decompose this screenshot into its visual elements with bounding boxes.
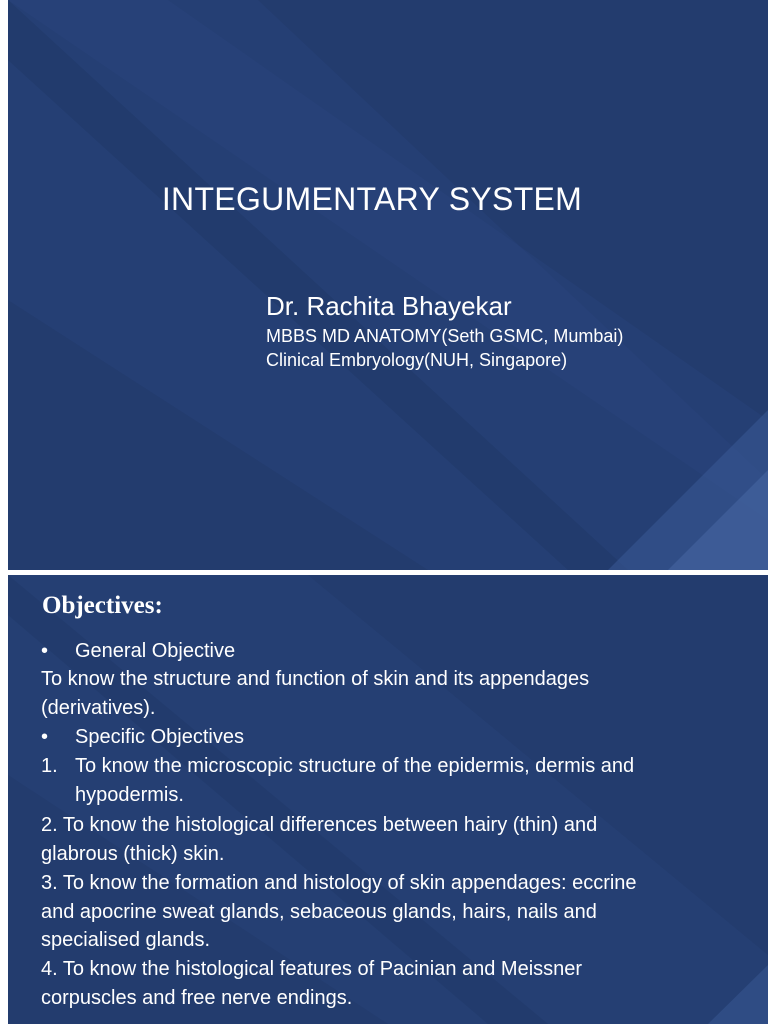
list-item	[41, 639, 235, 663]
specific-objectives-label: Specific Objectives	[75, 726, 244, 748]
item-number: 1.	[41, 755, 58, 777]
slide-background-shapes	[8, 0, 768, 570]
title-slide	[8, 0, 768, 570]
author-credential: MBBS MD ANATOMY(Seth GSMC, Mumbai)	[266, 326, 624, 346]
objective-text: 3. To know the formation and histology of skin appendages: eccrine	[41, 872, 637, 894]
objective-text: To know the microscopic structure of the epidermis, dermis and	[75, 755, 635, 777]
objective-text: glabrous (thick) skin.	[41, 843, 225, 865]
author-name: Dr. Rachita Bhayekar	[266, 291, 512, 321]
objectives-heading: Objectives:	[42, 592, 163, 619]
bullet-icon: •	[41, 726, 49, 748]
objective-text: 2. To know the histological differences between hairy (thin) and	[41, 814, 598, 836]
objective-text: To know the structure and function of skin and its appendages	[41, 668, 590, 690]
objective-text: 4. To know the histological features of Pacinian and Meissner	[41, 958, 583, 980]
list-item	[41, 754, 634, 778]
objective-text: specialised glands.	[41, 929, 210, 951]
presentation-title: INTEGUMENTARY SYSTEM	[161, 181, 583, 217]
objectives-slide	[8, 575, 768, 1024]
author-credential: Clinical Embryology(NUH, Singapore)	[266, 350, 568, 370]
objective-text: (derivatives).	[41, 697, 156, 719]
objective-text: hypodermis.	[75, 784, 184, 806]
objective-text: and apocrine sweat glands, sebaceous glands, hairs, nails and	[41, 901, 597, 923]
bullet-icon: •	[41, 640, 49, 662]
objective-text: corpuscles and free nerve endings.	[41, 987, 353, 1009]
list-item	[41, 725, 244, 749]
general-objective-label: General Objective	[75, 640, 236, 662]
